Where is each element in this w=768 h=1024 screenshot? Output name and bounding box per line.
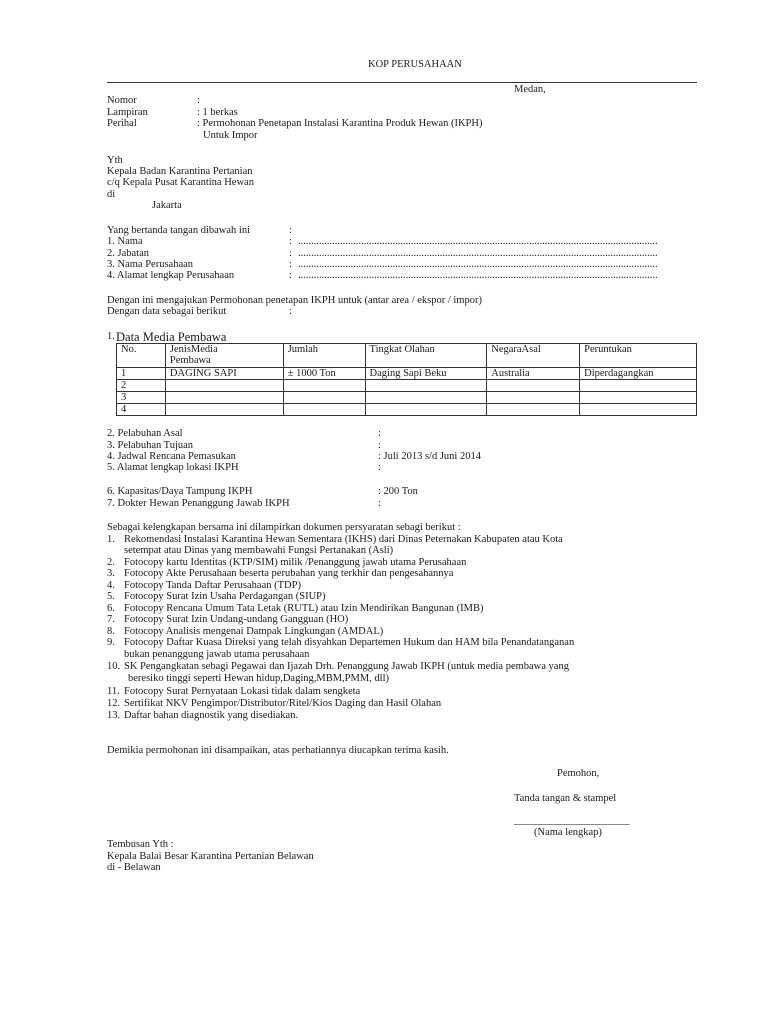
media-table [116, 343, 697, 416]
cell-jumlah: ± 1000 Ton [283, 368, 365, 380]
signer-position-colon: : [289, 248, 292, 259]
signer-position-label: 2. Jabatan [107, 248, 149, 259]
attachment-text: Fotocopy Analisis mengenai Dampak Lingkungan (AMDAL) [124, 626, 384, 637]
cell-no: 2 [117, 380, 166, 392]
detail-jadwal-value: : Juli 2013 s/d Juni 2014 [378, 451, 481, 462]
cell-peruntukan [580, 404, 697, 416]
attachment-text: Fotocopy Surat Pernyataan Lokasi tidak dalam sengketa [124, 686, 361, 697]
cell-tingkat [365, 392, 487, 404]
cell-no: 4 [117, 404, 166, 416]
signer-company-dots: ......................................................................................................................................... [298, 259, 658, 270]
detail-pelabuhan-tujuan-value: : [378, 440, 381, 451]
cell-peruntukan [580, 392, 697, 404]
signer-intro-colon: : [289, 225, 292, 236]
detail-dokter-label: 7. Dokter Hewan Penanggung Jawab IKPH [107, 498, 290, 509]
header-jenis-line1: JenisMedia [169, 344, 218, 355]
cell-tingkat [365, 380, 487, 392]
table-row [117, 404, 697, 416]
signer-name-label: 1. Nama [107, 236, 143, 247]
header-jumlah: Jumlah [283, 344, 365, 368]
recipient-city: Jakarta [152, 200, 182, 211]
detail-kapasitas-value: : 200 Ton [378, 486, 418, 497]
cell-jenis: DAGING SAPI [165, 368, 283, 380]
signer-address-label: 4. Alamat lengkap Perusahaan [107, 270, 235, 281]
attachment-num: 2. [107, 557, 115, 568]
attachment-text: Fotocopy Surat Izin Usaha Perdagangan (SIUP) [124, 591, 326, 602]
request-line2-colon: : [289, 306, 292, 317]
detail-jadwal-label: 4. Jadwal Rencana Pemasukan [107, 451, 236, 462]
cell-jenis [165, 404, 283, 416]
detail-kapasitas-label: 6. Kapasitas/Daya Tampung IKPH [107, 486, 253, 497]
media-table-header [117, 344, 697, 368]
header-jenis [165, 344, 283, 368]
table-row [117, 392, 697, 404]
signer-intro: Yang bertanda tangan dibawah ini [107, 225, 250, 236]
signature-line: ______________________ [514, 815, 630, 826]
cc-line1: Kepala Balai Besar Karantina Pertanian Belawan [107, 851, 314, 862]
letterhead: KOP PERUSAHAAN [368, 59, 462, 70]
cell-no: 1 [117, 368, 166, 380]
attachment-text: bukan penanggung jawab utama perusahaan [124, 649, 310, 660]
cell-jenis [165, 392, 283, 404]
attachment-num: 8. [107, 626, 115, 637]
attachment-num: 13. [107, 710, 121, 721]
header-jenis-line2: Pembawa [169, 355, 211, 366]
cell-jumlah [283, 380, 365, 392]
signer-name-colon: : [289, 236, 292, 247]
detail-dokter-value: : [378, 498, 381, 509]
detail-alamat-value: : [378, 462, 381, 473]
recipient-line1: Kepala Badan Karantina Pertanian [107, 166, 253, 177]
letterhead-divider [107, 82, 697, 83]
attachment-text: Fotocopy Surat Izin Undang-undang Gangguan (HO) [124, 614, 349, 625]
closing-sentence: Demikia permohonan ini disampaikan, atas perhatiannya diucapkan terima kasih. [107, 745, 449, 756]
cell-jenis [165, 380, 283, 392]
attachment-text: Fotocopy Daftar Kuasa Direksi yang telah disyahkan Departemen Hukum dan HAM bila Penandatanganan [124, 637, 575, 648]
recipient-line3: di [107, 189, 116, 200]
lampiran-value: : 1 berkas [197, 107, 238, 118]
recipient-line2: c/q Kepala Pusat Karantina Hewan [107, 177, 254, 188]
cell-peruntukan: Diperdagangkan [580, 368, 697, 380]
request-line2: Dengan data sebagai berikut [107, 306, 227, 317]
attachment-text: Sertifikat NKV Pengimpor/Distributor/Ritel/Kios Daging dan Hasil Olahan [124, 698, 442, 709]
attachment-num: 5. [107, 591, 115, 602]
header-negara: NegaraAsal [487, 344, 580, 368]
attachment-num: 3. [107, 568, 115, 579]
signer-full-name: (Nama lengkap) [534, 827, 602, 838]
attachment-text: Daftar bahan diagnostik yang disediakan. [124, 710, 299, 721]
attachment-num: 1. [107, 534, 115, 545]
media-section-title: Data Media Pembawa [116, 330, 227, 344]
signer-name-dots: ......................................................................................................................................... [298, 236, 658, 247]
perihal-label: Perihal [107, 118, 137, 129]
cell-negara [487, 392, 580, 404]
stamp-label: Tanda tangan & stampel [514, 793, 617, 804]
cell-jumlah [283, 404, 365, 416]
attachment-num: 7. [107, 614, 115, 625]
detail-pelabuhan-tujuan-label: 3. Pelabuhan Tujuan [107, 440, 194, 451]
table-row [117, 368, 697, 380]
applicant-label: Pemohon, [557, 768, 600, 779]
attachments-intro: Sebagai kelengkapan bersama ini dilampirkan dokumen persyaratan sebagi berikut : [107, 522, 461, 533]
attachment-text: Fotocopy Akte Perusahaan beserta perubahan yang terkhir dan pengesahannya [124, 568, 454, 579]
attachment-text: Fotocopy Tanda Daftar Perusahaan (TDP) [124, 580, 301, 591]
cell-negara [487, 404, 580, 416]
signer-company-label: 3. Nama Perusahaan [107, 259, 194, 270]
cell-negara [487, 380, 580, 392]
cc-line2: di - Belawan [107, 862, 161, 873]
attachment-num: 9. [107, 637, 115, 648]
cell-negara: Australia [487, 368, 580, 380]
media-section-number: 1. [107, 331, 115, 342]
attachment-text: beresiko tinggi seperti Hewan hidup,Daging,MBM,PMM, dll) [128, 673, 390, 684]
attachment-num: 12. [107, 698, 121, 709]
cell-tingkat [365, 404, 487, 416]
attachment-text: setempat atau Dinas yang membawahi Fungsi Pertanakan (Asli) [124, 545, 394, 556]
detail-pelabuhan-asal-label: 2. Pelabuhan Asal [107, 428, 183, 439]
header-no: No. [117, 344, 166, 368]
cell-jumlah [283, 392, 365, 404]
recipient-yth: Yth [107, 155, 123, 166]
signer-company-colon: : [289, 259, 292, 270]
cell-peruntukan [580, 380, 697, 392]
cc-label: Tembusan Yth : [107, 839, 174, 850]
perihal-continuation: Untuk Impor [203, 130, 258, 141]
cell-tingkat: Daging Sapi Beku [365, 368, 487, 380]
header-peruntukan: Peruntukan [580, 344, 697, 368]
attachment-num: 10. [107, 661, 121, 672]
attachment-num: 11. [107, 686, 120, 697]
detail-pelabuhan-asal-value: : [378, 428, 381, 439]
nomor-label: Nomor [107, 95, 137, 106]
cell-no: 3 [117, 392, 166, 404]
attachment-num: 4. [107, 580, 115, 591]
signer-address-dots: ......................................................................................................................................... [298, 270, 658, 281]
nomor-value: : [197, 95, 200, 106]
request-line1: Dengan ini mengajukan Permohonan penetapan IKPH untuk (antar area / ekspor / impor) [107, 295, 482, 306]
header-tingkat: Tingkat Olahan [365, 344, 487, 368]
signer-address-colon: : [289, 270, 292, 281]
attachment-text: Fotocopy Rencana Umum Tata Letak (RUTL) atau Izin Mendirikan Bangunan (IMB) [124, 603, 484, 614]
place-date: Medan, [514, 84, 546, 95]
lampiran-label: Lampiran [107, 107, 148, 118]
attachment-num: 6. [107, 603, 115, 614]
detail-alamat-label: 5. Alamat lengkap lokasi IKPH [107, 462, 239, 473]
perihal-value: : Permohonan Penetapan Instalasi Karantina Produk Hewan (IKPH) [197, 118, 483, 129]
attachment-text: Fotocopy kartu Identitas (KTP/SIM) milik /Penanggung jawab utama Perusahaan [124, 557, 467, 568]
signer-position-dots: ......................................................................................................................................... [298, 248, 658, 259]
table-row [117, 380, 697, 392]
attachment-text: Rekomendasi Instalasi Karantina Hewan Sementara (IKHS) dari Dinas Peternakan Kabupaten atau Kota [124, 534, 563, 545]
attachment-text: SK Pengangkatan sebagi Pegawai dan Ijazah Drh. Penanggung Jawab IKPH (untuk media pembawa yang [124, 661, 569, 672]
